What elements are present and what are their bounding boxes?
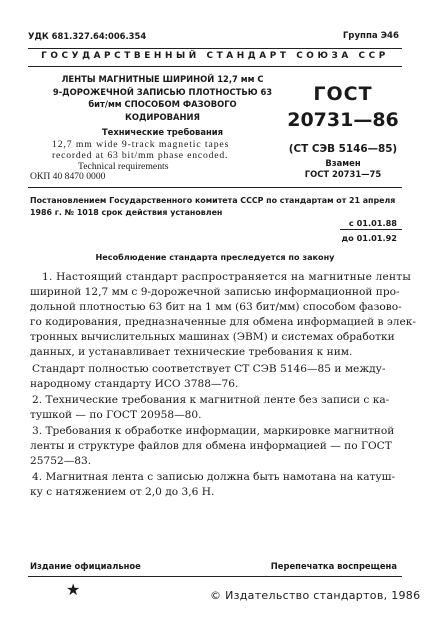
udk-code: УДК 681.327.64:006.354 bbox=[28, 31, 147, 41]
date-separator bbox=[340, 229, 402, 230]
text-line: 2. Технические требования к магнитной ленте без записи с ка- bbox=[32, 394, 390, 406]
text-line: ку с натяжением от 2,0 до 3,6 Н. bbox=[30, 486, 215, 499]
st-sev-reference: (СТ СЭВ 5146—85) bbox=[288, 143, 398, 155]
effective-from: с 01.01.88 bbox=[348, 218, 397, 228]
text-line: тронных вычислительных машинах (ЭВМ) и системах обработки bbox=[30, 331, 395, 344]
paragraph-1b bbox=[30, 362, 400, 392]
legal-notice: Несоблюдение стандарта преследуется по закону bbox=[95, 252, 335, 262]
text-line: 4. Магнитная лента с записью должна быть намотана на катуш- bbox=[32, 471, 396, 483]
text-line: Стандарт полностью соответствует СТ СЭВ 5146—85 и между- bbox=[32, 363, 386, 375]
reprint-prohibited-label: Перепечатка воспрещена bbox=[270, 561, 397, 571]
title-en-line: recorded at 63 bit/mm phase encoded. bbox=[52, 150, 229, 162]
decree-line: Постановлением Государственного комитета СССР по стандартам от 21 апреля bbox=[30, 196, 396, 205]
replaced-standard: ГОСТ 20731—75 bbox=[304, 169, 382, 179]
title-line: 9-ДОРОЖЕЧНОЙ ЗАПИСЬЮ ПЛОТНОСТЬЮ 63 bbox=[52, 86, 273, 97]
paragraph-3 bbox=[30, 424, 400, 469]
effective-to: до 01.01.92 bbox=[341, 233, 397, 243]
title-line: бит/мм СПОСОБОМ ФАЗОВОГО bbox=[88, 99, 237, 110]
text-line: дольной плотностью 63 бит на 1 мм (63 бит/мм) способом фазово- bbox=[30, 301, 402, 314]
group-code: Группа Э46 bbox=[342, 31, 399, 41]
banner-rule bbox=[28, 66, 402, 67]
text-line: тушкой — по ГОСТ 20958—80. bbox=[30, 409, 202, 422]
paragraph-2 bbox=[30, 393, 400, 423]
paragraph-4 bbox=[30, 470, 400, 500]
top-rule bbox=[28, 48, 402, 49]
star-icon: ★ bbox=[66, 580, 81, 599]
decree-line: 1986 г. № 1018 срок действия установлен bbox=[30, 207, 223, 217]
publisher-copyright: © Издательство стандартов, 1986 bbox=[210, 589, 421, 602]
gost-number: 20731—86 bbox=[287, 109, 399, 131]
text-line: 3. Требования к обработке информации, маркировке магнитной bbox=[32, 425, 395, 437]
subtitle-ru: Технические требования bbox=[101, 127, 224, 137]
paragraph-1 bbox=[30, 270, 416, 361]
title-en-line: 12,7 mm wide 9-track magnetic tapes bbox=[52, 139, 230, 150]
official-edition-label: Издание официальное bbox=[30, 561, 141, 571]
state-standard-banner: ГОСУДАРСТВЕННЫЙ СТАНДАРТ СОЮЗА ССР bbox=[41, 51, 389, 61]
title-en-line: Technical requirements bbox=[78, 161, 169, 173]
decree-text bbox=[30, 195, 395, 218]
gost-label: ГОСТ bbox=[313, 83, 373, 105]
document-title-en bbox=[52, 139, 229, 173]
document-title-ru bbox=[40, 73, 285, 123]
text-line: го кодирования, предназначенные для обмена информацией в элек- bbox=[30, 316, 416, 329]
text-line: 1. Настоящий стандарт распространяется на магнитные ленты bbox=[42, 271, 411, 283]
text-line: ленты и структуре файлов для обмена информацией — по ГОСТ bbox=[30, 440, 392, 453]
text-line: 25752—83. bbox=[30, 455, 92, 468]
replaces-label: Взамен bbox=[325, 158, 361, 168]
text-line: народному стандарту ИСО 3788—76. bbox=[30, 378, 239, 391]
title-line: ЛЕНТЫ МАГНИТНЫЕ ШИРИНОЙ 12,7 мм С bbox=[61, 74, 264, 84]
title-line: КОДИРОВАНИЯ bbox=[124, 111, 201, 122]
footer-rule bbox=[28, 576, 402, 577]
text-line: данных, и устанавливает технические требования к ним. bbox=[30, 346, 353, 359]
okp-code: ОКП 40 8470 0000 bbox=[30, 171, 106, 182]
title-block-rule bbox=[28, 187, 402, 188]
text-line: шириной 12,7 мм с 9-дорожечной записью информационной про- bbox=[30, 286, 400, 299]
